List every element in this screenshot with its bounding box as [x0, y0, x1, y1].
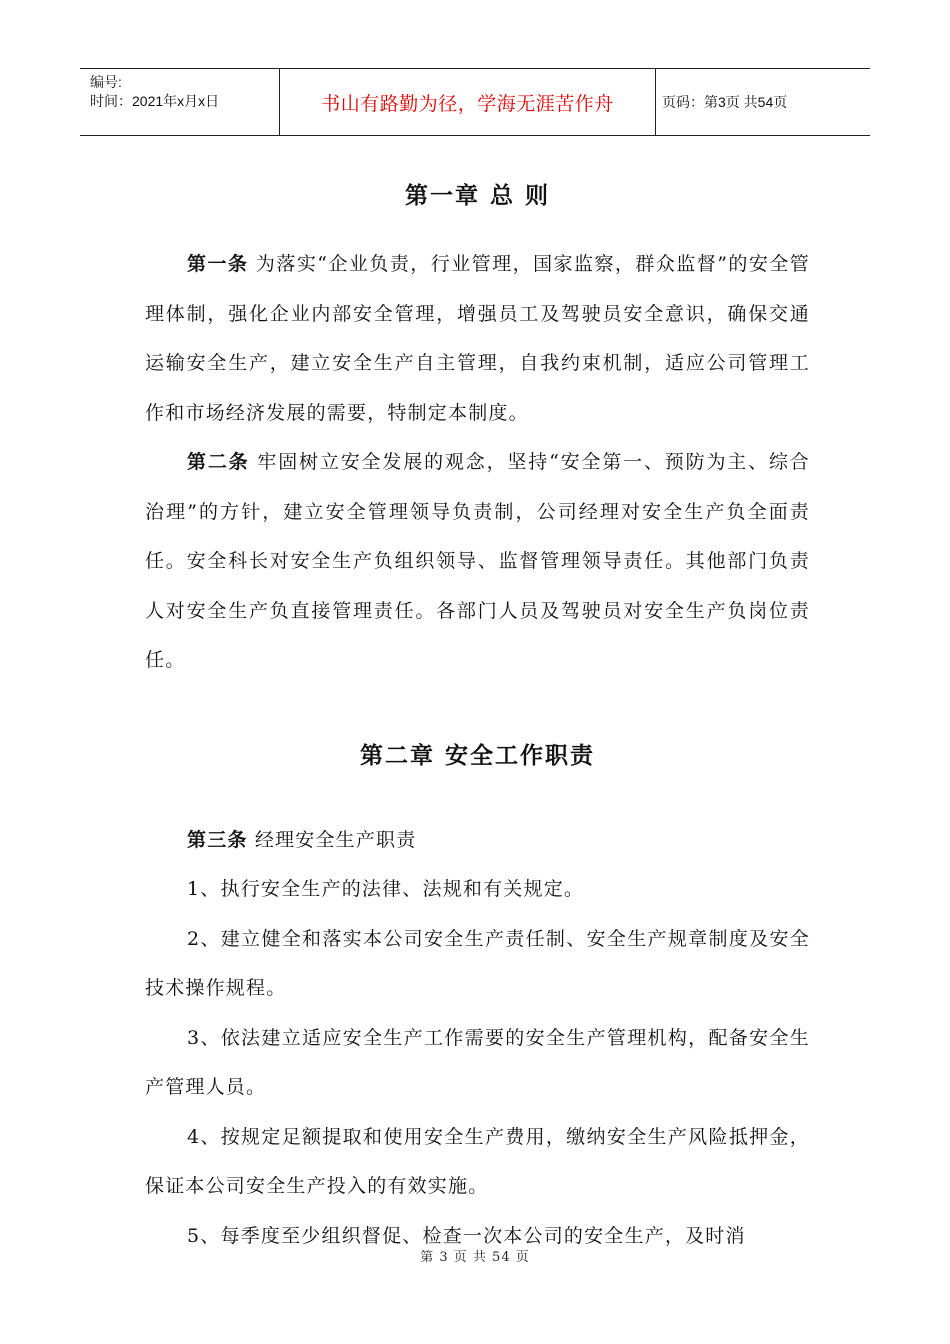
chapter-2-title: 第二章 安全工作职责 [359, 742, 595, 769]
date-label: 时间：2021年x月x日 [90, 93, 220, 109]
list-item: 3、依法建立适应安全生产工作需要的安全生产管理机构，配备安全生产管理人员。 [145, 1026, 810, 1098]
chapter-1-title: 第一章 总 则 [404, 183, 550, 209]
header-page-info: 页码：第3页 共54页 [662, 94, 788, 110]
article-3-text: 经理安全生产职责 [247, 828, 417, 851]
document-body [145, 160, 810, 1261]
article-3 [145, 816, 810, 866]
list-item: 5、每季度至少组织督促、检查一次本公司的安全生产，及时消 [187, 1224, 746, 1247]
page-header [80, 68, 870, 136]
article-1-text: 为落实“企业负责，行业管理，国家监察，群众监督”的安全管理体制，强化企业内部安全管理，增强员工及驾驶员安全意识，确保交通运输安全生产，建立安全生产自主管理，自我约束机制，适应公司管理工作和市场经济发展的需要，特制定本制度。 [145, 253, 810, 424]
header-meta [80, 69, 280, 135]
page-footer: 第 3 页 共 54 页 [420, 1250, 530, 1265]
article-1 [145, 240, 810, 438]
article-1-lead: 第一条 [187, 253, 249, 275]
header-motto: 书山有路勤为径，学海无涯苦作舟 [280, 69, 656, 135]
article-2-lead: 第二条 [187, 451, 250, 473]
list-item: 1、执行安全生产的法律、法规和有关规定。 [187, 878, 585, 900]
list-item: 4、按规定足额提取和使用安全生产费用，缴纳安全生产风险抵押金，保证本公司安全生产投入的有效实施。 [145, 1125, 810, 1197]
article-2-text: 牢固树立安全发展的观念，坚持“安全第一、预防为主、综合治理”的方针，建立安全管理领导负责制，公司经理对安全生产负全面责任。安全科长对安全生产负组织领导、监督管理领导责任。其他部门负责人对安全生产负直接管理责任。各部门人员及驾驶员对安全生产负岗位责任。 [145, 451, 810, 671]
article-3-lead: 第三条 [187, 828, 248, 851]
serial-label: 编号: [90, 74, 122, 90]
article-2 [145, 438, 810, 686]
list-item: 2、建立健全和落实本公司安全生产责任制、安全生产规章制度及安全技术操作规程。 [145, 927, 810, 999]
